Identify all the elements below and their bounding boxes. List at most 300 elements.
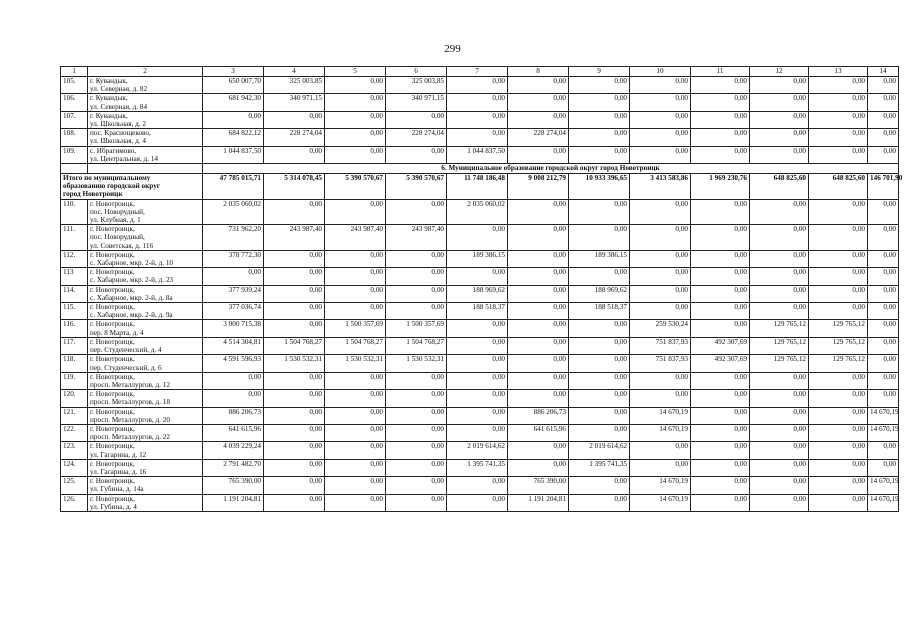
- value-cell: 0,00: [569, 355, 630, 372]
- value-cell: 0,00: [569, 407, 630, 424]
- total-value: 5 314 078,45: [264, 174, 325, 200]
- table-row: [61, 477, 899, 494]
- value-cell: 0,00: [630, 442, 691, 459]
- value-cell: 0,00: [447, 225, 508, 251]
- value-cell: 0,00: [569, 494, 630, 511]
- row-number: 118.: [61, 355, 88, 372]
- budget-table: [60, 66, 903, 512]
- value-cell: 14 670,19: [868, 424, 899, 441]
- value-cell: 0,00: [508, 442, 569, 459]
- value-cell: 765 390,00: [203, 477, 264, 494]
- value-cell: 0,00: [264, 250, 325, 267]
- value-cell: 0,00: [630, 303, 691, 320]
- total-label: [61, 174, 203, 200]
- value-cell: 0,00: [325, 129, 386, 146]
- value-cell: 0,00: [868, 94, 899, 111]
- address-cell: [88, 459, 203, 476]
- value-cell: 1 504 768,27: [386, 337, 447, 354]
- value-cell: 0,00: [569, 225, 630, 251]
- value-cell: 0,00: [325, 250, 386, 267]
- address-cell: [88, 303, 203, 320]
- value-cell: 0,00: [750, 146, 809, 163]
- address-line: г. Новотроицк,: [90, 424, 135, 433]
- value-cell: 0,00: [203, 268, 264, 285]
- value-cell: 188 518,37: [569, 303, 630, 320]
- total-value: 3 413 583,86: [630, 174, 691, 200]
- address-cell: [88, 250, 203, 267]
- table-row: [61, 390, 899, 407]
- value-cell: 0,00: [508, 225, 569, 251]
- value-cell: 0,00: [569, 268, 630, 285]
- value-cell: 0,00: [264, 407, 325, 424]
- address-line: ул. Центральная, д. 14: [90, 154, 159, 163]
- address-line: г. Новотроицк,: [90, 355, 135, 364]
- address-line: ул. Школьная, д. 4: [90, 137, 146, 146]
- value-cell: 0,00: [325, 390, 386, 407]
- address-line: г. Новотроицк,: [90, 390, 135, 399]
- value-cell: 0,00: [203, 372, 264, 389]
- address-line: г. Новотроицк,: [90, 285, 135, 294]
- value-cell: 0,00: [508, 285, 569, 302]
- value-cell: 0,00: [508, 355, 569, 372]
- value-cell: 0,00: [691, 494, 750, 511]
- value-cell: 325 003,85: [264, 77, 325, 94]
- value-cell: 0,00: [447, 494, 508, 511]
- value-cell: 0,00: [868, 285, 899, 302]
- value-cell: 751 837,93: [630, 355, 691, 372]
- value-cell: 14 670,19: [868, 477, 899, 494]
- value-cell: 243 987,40: [325, 225, 386, 251]
- value-cell: 14 670,19: [630, 407, 691, 424]
- address-cell: [88, 77, 203, 94]
- value-cell: 0,00: [447, 94, 508, 111]
- value-cell: 0,00: [750, 111, 809, 128]
- value-cell: 378 772,30: [203, 250, 264, 267]
- value-cell: 0,00: [809, 199, 868, 225]
- value-cell: 0,00: [264, 303, 325, 320]
- value-cell: 0,00: [325, 424, 386, 441]
- value-cell: 886 206,73: [508, 407, 569, 424]
- value-cell: 0,00: [868, 199, 899, 225]
- value-cell: 0,00: [630, 129, 691, 146]
- column-header: 1: [61, 67, 88, 77]
- value-cell: 1 191 204,81: [203, 494, 264, 511]
- address-line: г. Новотроицк,: [90, 320, 135, 329]
- value-cell: 0,00: [630, 459, 691, 476]
- value-cell: 0,00: [750, 442, 809, 459]
- table-row: [61, 268, 899, 285]
- address-line: просп. Металлургов, д. 22: [90, 433, 170, 442]
- value-cell: 14 670,19: [630, 477, 691, 494]
- value-cell: 243 987,40: [386, 225, 447, 251]
- row-number: 122.: [61, 424, 88, 441]
- value-cell: 129 765,12: [809, 355, 868, 372]
- section-row: [61, 164, 899, 174]
- address-cell: [88, 146, 203, 163]
- address-line: ул. Гагарина, д. 12: [90, 450, 147, 459]
- address-line: с. Хабарное, мкр. 2-й, д. 8а: [90, 293, 173, 302]
- table-row: [61, 77, 899, 94]
- value-cell: 0,00: [750, 250, 809, 267]
- address-line: пер. Студенческий, д. 4: [90, 346, 162, 355]
- column-header: 4: [264, 67, 325, 77]
- value-cell: 684 822,12: [203, 129, 264, 146]
- value-cell: 0,00: [691, 225, 750, 251]
- value-cell: 1 504 768,27: [264, 337, 325, 354]
- address-line: ул. Губина, д. 4: [90, 502, 137, 511]
- address-cell: [88, 407, 203, 424]
- value-cell: 0,00: [868, 390, 899, 407]
- value-cell: 0,00: [630, 372, 691, 389]
- table-row: [61, 442, 899, 459]
- value-cell: 0,00: [569, 424, 630, 441]
- table-row: [61, 111, 899, 128]
- value-cell: 1 530 532,31: [325, 355, 386, 372]
- row-number: 110.: [61, 199, 88, 225]
- value-cell: 0,00: [691, 407, 750, 424]
- address-line: пос. Новорудный,: [90, 233, 145, 242]
- value-cell: 0,00: [809, 494, 868, 511]
- value-cell: 0,00: [691, 285, 750, 302]
- value-cell: 0,00: [809, 390, 868, 407]
- value-cell: 0,00: [508, 77, 569, 94]
- value-cell: 0,00: [750, 94, 809, 111]
- value-cell: 0,00: [809, 225, 868, 251]
- value-cell: 0,00: [569, 77, 630, 94]
- value-cell: 0,00: [750, 459, 809, 476]
- value-cell: 0,00: [447, 337, 508, 354]
- value-cell: 0,00: [508, 199, 569, 225]
- value-cell: 189 386,15: [447, 250, 508, 267]
- value-cell: 0,00: [508, 146, 569, 163]
- value-cell: 0,00: [325, 268, 386, 285]
- value-cell: 0,00: [386, 459, 447, 476]
- value-cell: 0,00: [386, 268, 447, 285]
- value-cell: 0,00: [630, 94, 691, 111]
- value-cell: 0,00: [569, 477, 630, 494]
- address-cell: [88, 477, 203, 494]
- value-cell: 0,00: [325, 407, 386, 424]
- total-value: 47 785 015,71: [203, 174, 264, 200]
- value-cell: 0,00: [691, 146, 750, 163]
- value-cell: 0,00: [809, 407, 868, 424]
- value-cell: 0,00: [447, 372, 508, 389]
- row-number: 119.: [61, 372, 88, 389]
- column-header: 14: [868, 67, 899, 77]
- value-cell: 0,00: [868, 146, 899, 163]
- value-cell: 0,00: [386, 199, 447, 225]
- value-cell: 0,00: [691, 459, 750, 476]
- value-cell: 731 962,20: [203, 225, 264, 251]
- value-cell: 0,00: [691, 111, 750, 128]
- address-line: ул. Северная, д. 84: [90, 102, 148, 111]
- value-cell: 14 670,19: [630, 494, 691, 511]
- value-cell: 0,00: [569, 129, 630, 146]
- address-line: г. Кувандык,: [90, 77, 128, 85]
- value-cell: 0,00: [508, 320, 569, 337]
- value-cell: 0,00: [750, 494, 809, 511]
- value-cell: 0,00: [264, 459, 325, 476]
- value-cell: 0,00: [325, 442, 386, 459]
- address-line: пос. Краснощеково,: [90, 129, 151, 138]
- value-cell: 0,00: [447, 390, 508, 407]
- table-row: [61, 94, 899, 111]
- column-header: 5: [325, 67, 386, 77]
- address-line: ул. Северная, д. 82: [90, 85, 148, 94]
- table-row: [61, 337, 899, 354]
- value-cell: 0,00: [325, 94, 386, 111]
- value-cell: 1 044 837,50: [203, 146, 264, 163]
- column-header: 6: [386, 67, 447, 77]
- address-cell: [88, 424, 203, 441]
- value-cell: 0,00: [809, 77, 868, 94]
- row-number: 116.: [61, 320, 88, 337]
- address-cell: [88, 225, 203, 251]
- address-line: г. Новотроицк,: [90, 459, 135, 468]
- value-cell: 0,00: [386, 407, 447, 424]
- value-cell: 2 019 614,62: [447, 442, 508, 459]
- value-cell: 0,00: [750, 129, 809, 146]
- value-cell: 0,00: [264, 268, 325, 285]
- address-cell: [88, 372, 203, 389]
- value-cell: 1 395 741,35: [447, 459, 508, 476]
- value-cell: 0,00: [569, 320, 630, 337]
- value-cell: 228 274,04: [508, 129, 569, 146]
- value-cell: 0,00: [508, 303, 569, 320]
- value-cell: 886 206,73: [203, 407, 264, 424]
- column-header: 8: [508, 67, 569, 77]
- value-cell: 0,00: [386, 372, 447, 389]
- value-cell: 0,00: [630, 250, 691, 267]
- value-cell: 0,00: [264, 494, 325, 511]
- address-line: просп. Металлургов, д. 12: [90, 380, 170, 389]
- column-header: 10: [630, 67, 691, 77]
- value-cell: 0,00: [809, 129, 868, 146]
- value-cell: 377 036,74: [203, 303, 264, 320]
- value-cell: 0,00: [630, 268, 691, 285]
- value-cell: 0,00: [569, 199, 630, 225]
- value-cell: 0,00: [264, 320, 325, 337]
- row-number: 109.: [61, 146, 88, 163]
- table-row: [61, 459, 899, 476]
- address-line: г. Новотроицк,: [90, 477, 135, 486]
- address-cell: [88, 199, 203, 225]
- row-number: 106.: [61, 94, 88, 111]
- value-cell: 0,00: [809, 285, 868, 302]
- value-cell: 0,00: [508, 250, 569, 267]
- value-cell: 0,00: [809, 146, 868, 163]
- value-cell: 0,00: [868, 77, 899, 94]
- value-cell: 2 035 060,02: [203, 199, 264, 225]
- row-number: 123.: [61, 442, 88, 459]
- value-cell: 0,00: [386, 424, 447, 441]
- value-cell: 0,00: [750, 225, 809, 251]
- value-cell: 243 987,40: [264, 225, 325, 251]
- value-cell: 3 000 715,38: [203, 320, 264, 337]
- value-cell: 189 386,15: [569, 250, 630, 267]
- total-value: 5 390 570,67: [386, 174, 447, 200]
- value-cell: 1 530 532,31: [386, 355, 447, 372]
- value-cell: 340 971,15: [386, 94, 447, 111]
- address-cell: [88, 285, 203, 302]
- total-label-line: Итого по муниципальному: [63, 174, 151, 183]
- value-cell: 0,00: [325, 146, 386, 163]
- address-cell: [88, 390, 203, 407]
- value-cell: 0,00: [447, 77, 508, 94]
- value-cell: 0,00: [809, 442, 868, 459]
- address-cell: [88, 442, 203, 459]
- value-cell: 0,00: [264, 477, 325, 494]
- address-line: г. Новотроицк,: [90, 268, 135, 277]
- value-cell: 492 307,69: [691, 337, 750, 354]
- value-cell: 0,00: [386, 285, 447, 302]
- value-cell: 0,00: [868, 320, 899, 337]
- value-cell: 0,00: [691, 303, 750, 320]
- address-line: просп. Металлургов, д. 18: [90, 398, 170, 407]
- value-cell: 0,00: [691, 129, 750, 146]
- value-cell: 0,00: [868, 303, 899, 320]
- table-row: [61, 494, 899, 511]
- value-cell: 0,00: [569, 390, 630, 407]
- value-cell: 14 670,19: [868, 494, 899, 511]
- value-cell: 0,00: [325, 199, 386, 225]
- total-value: 10 933 396,65: [569, 174, 630, 200]
- table-row: [61, 225, 899, 251]
- value-cell: 0,00: [447, 320, 508, 337]
- value-cell: 0,00: [325, 111, 386, 128]
- address-line: г. Кувандык,: [90, 94, 128, 103]
- value-cell: 0,00: [809, 268, 868, 285]
- value-cell: 188 969,62: [569, 285, 630, 302]
- value-cell: 0,00: [630, 285, 691, 302]
- total-row: [61, 174, 899, 200]
- address-line: ул. Гагарина, д. 16: [90, 467, 147, 476]
- column-header: 13: [809, 67, 868, 77]
- address-cell: [88, 111, 203, 128]
- address-line: пер. 8 Марта, д. 4: [90, 328, 144, 337]
- value-cell: 0,00: [868, 250, 899, 267]
- value-cell: 0,00: [630, 77, 691, 94]
- value-cell: 1 504 768,27: [325, 337, 386, 354]
- table-row: [61, 250, 899, 267]
- value-cell: 0,00: [325, 372, 386, 389]
- table-row: [61, 146, 899, 163]
- value-cell: 0,00: [809, 250, 868, 267]
- value-cell: 377 939,24: [203, 285, 264, 302]
- value-cell: 0,00: [264, 372, 325, 389]
- value-cell: 1 044 837,50: [447, 146, 508, 163]
- total-value: 648 825,60: [750, 174, 809, 200]
- total-value: 11 748 186,48: [447, 174, 508, 200]
- value-cell: 0,00: [691, 424, 750, 441]
- row-number: 105.: [61, 77, 88, 94]
- address-cell: [88, 320, 203, 337]
- address-line: ул. Школьная, д. 2: [90, 120, 146, 129]
- value-cell: 0,00: [325, 494, 386, 511]
- column-header: 7: [447, 67, 508, 77]
- total-value: 648 825,60: [809, 174, 868, 200]
- value-cell: 765 390,00: [508, 477, 569, 494]
- value-cell: 0,00: [386, 442, 447, 459]
- value-cell: 0,00: [809, 303, 868, 320]
- table-row: [61, 355, 899, 372]
- value-cell: 0,00: [750, 407, 809, 424]
- value-cell: 340 971,15: [264, 94, 325, 111]
- value-cell: 0,00: [868, 337, 899, 354]
- value-cell: 492 307,69: [691, 355, 750, 372]
- value-cell: 0,00: [750, 303, 809, 320]
- address-line: с. Хабарное, мкр. 2-й, д. 9а: [90, 311, 173, 320]
- address-cell: [88, 355, 203, 372]
- value-cell: 4 591 596,93: [203, 355, 264, 372]
- row-number: 117.: [61, 337, 88, 354]
- value-cell: 641 615,96: [508, 424, 569, 441]
- address-line: г. Новотроицк,: [90, 199, 135, 208]
- value-cell: 0,00: [750, 477, 809, 494]
- address-line: пер. Студенческий, д. 6: [90, 363, 162, 372]
- value-cell: 0,00: [569, 337, 630, 354]
- address-line: с. Хабарное, мкр. 2-й, д. 10: [90, 259, 174, 268]
- row-number: 108.: [61, 129, 88, 146]
- row-number: 125.: [61, 477, 88, 494]
- value-cell: 0,00: [447, 268, 508, 285]
- value-cell: 259 530,24: [630, 320, 691, 337]
- value-cell: 0,00: [868, 225, 899, 251]
- address-line: г. Новотроицк,: [90, 225, 135, 234]
- value-cell: 0,00: [325, 303, 386, 320]
- value-cell: 2 019 614,62: [569, 442, 630, 459]
- value-cell: 0,00: [325, 477, 386, 494]
- value-cell: 0,00: [447, 477, 508, 494]
- table-row: [61, 372, 899, 389]
- value-cell: 641 615,96: [203, 424, 264, 441]
- column-header: 2: [88, 67, 203, 77]
- value-cell: 0,00: [325, 459, 386, 476]
- value-cell: 0,00: [691, 442, 750, 459]
- value-cell: 0,00: [630, 146, 691, 163]
- address-line: г. Новотроицк,: [90, 407, 135, 416]
- value-cell: 188 969,62: [447, 285, 508, 302]
- value-cell: 0,00: [508, 459, 569, 476]
- value-cell: 0,00: [386, 477, 447, 494]
- table-row: [61, 285, 899, 302]
- value-cell: 0,00: [569, 146, 630, 163]
- value-cell: 0,00: [868, 129, 899, 146]
- value-cell: 0,00: [750, 424, 809, 441]
- value-cell: 0,00: [386, 390, 447, 407]
- value-cell: 0,00: [386, 146, 447, 163]
- value-cell: 0,00: [569, 372, 630, 389]
- address-cell: [88, 337, 203, 354]
- value-cell: 0,00: [325, 285, 386, 302]
- value-cell: 0,00: [630, 225, 691, 251]
- value-cell: 0,00: [569, 94, 630, 111]
- value-cell: 0,00: [386, 494, 447, 511]
- column-header: 3: [203, 67, 264, 77]
- value-cell: 0,00: [691, 477, 750, 494]
- value-cell: 14 670,19: [630, 424, 691, 441]
- row-number: 126.: [61, 494, 88, 511]
- value-cell: 650 007,70: [203, 77, 264, 94]
- value-cell: 129 765,12: [750, 337, 809, 354]
- value-cell: 0,00: [325, 77, 386, 94]
- value-cell: 129 765,12: [750, 320, 809, 337]
- address-cell: [88, 94, 203, 111]
- address-line: пос. Новорудный,: [90, 207, 145, 216]
- value-cell: 0,00: [203, 390, 264, 407]
- value-cell: 0,00: [447, 424, 508, 441]
- row-number: 112.: [61, 250, 88, 267]
